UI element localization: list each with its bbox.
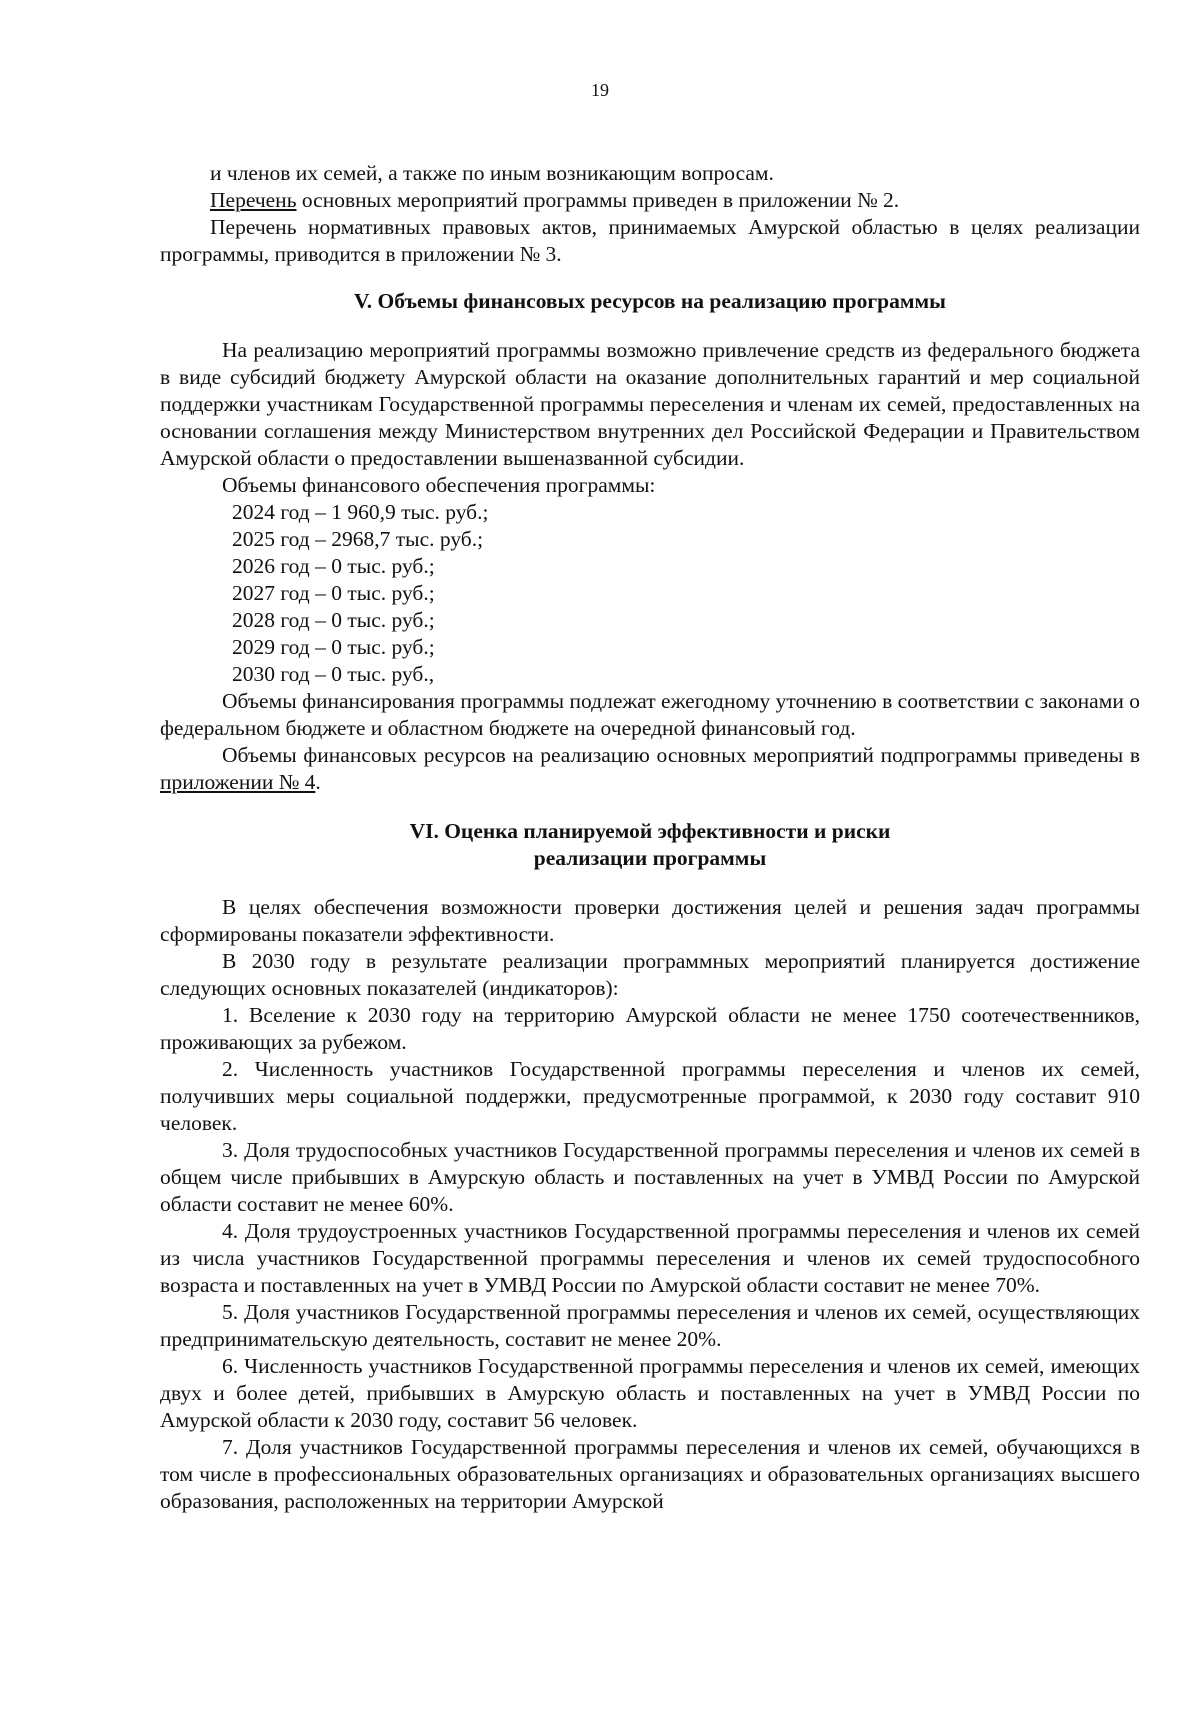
section-5-heading: V. Объемы финансовых ресурсов на реализацию программы — [354, 289, 946, 313]
page-number: 19 — [591, 80, 609, 100]
funding-year-item: 2029 год – 0 тыс. руб.; — [232, 635, 435, 659]
indicator-item: 6. Численность участников Государственной программы переселения и членов их семей, имеющих двух и более детей, прибывших в Амурскую область и поставленных на учет в УМВД России по Амурской области к 2030 году, составит 56 человек. — [160, 1354, 1140, 1432]
section-5-paragraph-1: На реализацию мероприятий программы возможно привлечение средств из федерального бюджета в виде субсидий бюджету Амурской области на оказание дополнительных гарантий и мер социальной поддержки участникам Государственной программы переселения и членам их семей, предоставленных на основании соглашения между Министерством внутренних дел Российской Федерации и Правительством Амурской области о предоставлении вышеназванной субсидии. — [160, 338, 1140, 470]
section-6-paragraph-1: В целях обеспечения возможности проверки достижения целей и решения задач программы сформированы показатели эффективности. — [160, 895, 1140, 946]
section-5-paragraph-4-end: . — [315, 770, 321, 794]
annex-4-link[interactable]: приложении № 4 — [160, 770, 316, 794]
section-5-paragraph-4-text: Объемы финансовых ресурсов на реализацию основных мероприятий подпрограммы приведены в — [222, 743, 1140, 767]
section-5-paragraph-4 — [160, 742, 1140, 796]
document-body — [160, 160, 1140, 1515]
indicator-item: 2. Численность участников Государственной программы переселения и членов их семей, получивших меры социальной поддержки, предусмотренные программой, к 2030 году составит 910 человек. — [160, 1057, 1140, 1135]
intro-paragraph-annex2-text: основных мероприятий программы приведен в приложении № 2. — [296, 188, 900, 212]
funding-year-list — [160, 499, 1140, 688]
section-5-paragraph-3: Объемы финансирования программы подлежат ежегодному уточнению в соответствии с законами о федеральном бюджете и областном бюджете на очередной финансовый год. — [160, 689, 1140, 740]
section-6-heading-line-2: реализации программы — [533, 846, 767, 870]
funding-year-item: 2028 год – 0 тыс. руб.; — [232, 608, 435, 632]
intro-paragraph-annex2 — [160, 187, 1140, 214]
section-6-heading — [160, 818, 1140, 872]
funding-year-item: 2027 год – 0 тыс. руб.; — [232, 581, 435, 605]
indicator-item: 5. Доля участников Государственной программы переселения и членов их семей, осуществляющих предпринимательскую деятельность, составит не менее 20%. — [160, 1300, 1140, 1351]
intro-line: и членов их семей, а также по иным возникающим вопросам. — [210, 161, 774, 185]
section-6-heading-line-1: VI. Оценка планируемой эффективности и риски — [409, 819, 891, 843]
section-6-paragraph-2: В 2030 году в результате реализации программных мероприятий планируется достижение следующих основных показателей (индикаторов): — [160, 949, 1140, 1000]
funding-year-item: 2024 год – 1 960,9 тыс. руб.; — [232, 500, 489, 524]
section-5-paragraph-2: Объемы финансового обеспечения программы: — [222, 473, 656, 497]
funding-year-item: 2025 год – 2968,7 тыс. руб.; — [232, 527, 484, 551]
indicator-item: 3. Доля трудоспособных участников Государственной программы переселения и членов их семей в общем числе прибывших в Амурскую область и поставленных на учет в УМВД России по Амурской области составит не менее 60%. — [160, 1138, 1140, 1216]
indicator-item: 7. Доля участников Государственной программы переселения и членов их семей, обучающихся в том числе в профессиональных образовательных организациях и образовательных организациях высшего образования, расположенных на территории Амурской — [160, 1435, 1140, 1513]
funding-year-item: 2030 год – 0 тыс. руб., — [232, 662, 435, 686]
indicator-item: 1. Вселение к 2030 году на территорию Амурской области не менее 1750 соотечественников, проживающих за рубежом. — [160, 1003, 1140, 1054]
intro-paragraph-annex3: Перечень нормативных правовых актов, принимаемых Амурской областью в целях реализации программы, приводится в приложении № 3. — [160, 215, 1140, 266]
funding-year-item: 2026 год – 0 тыс. руб.; — [232, 554, 435, 578]
annex-link[interactable]: Перечень — [210, 188, 297, 212]
indicator-item: 4. Доля трудоустроенных участников Государственной программы переселения и членов их семей из числа участников Государственной программы переселения и членов их семей трудоспособного возраста и поставленных на учет в УМВД России по Амурской области составит не менее 70%. — [160, 1219, 1140, 1297]
